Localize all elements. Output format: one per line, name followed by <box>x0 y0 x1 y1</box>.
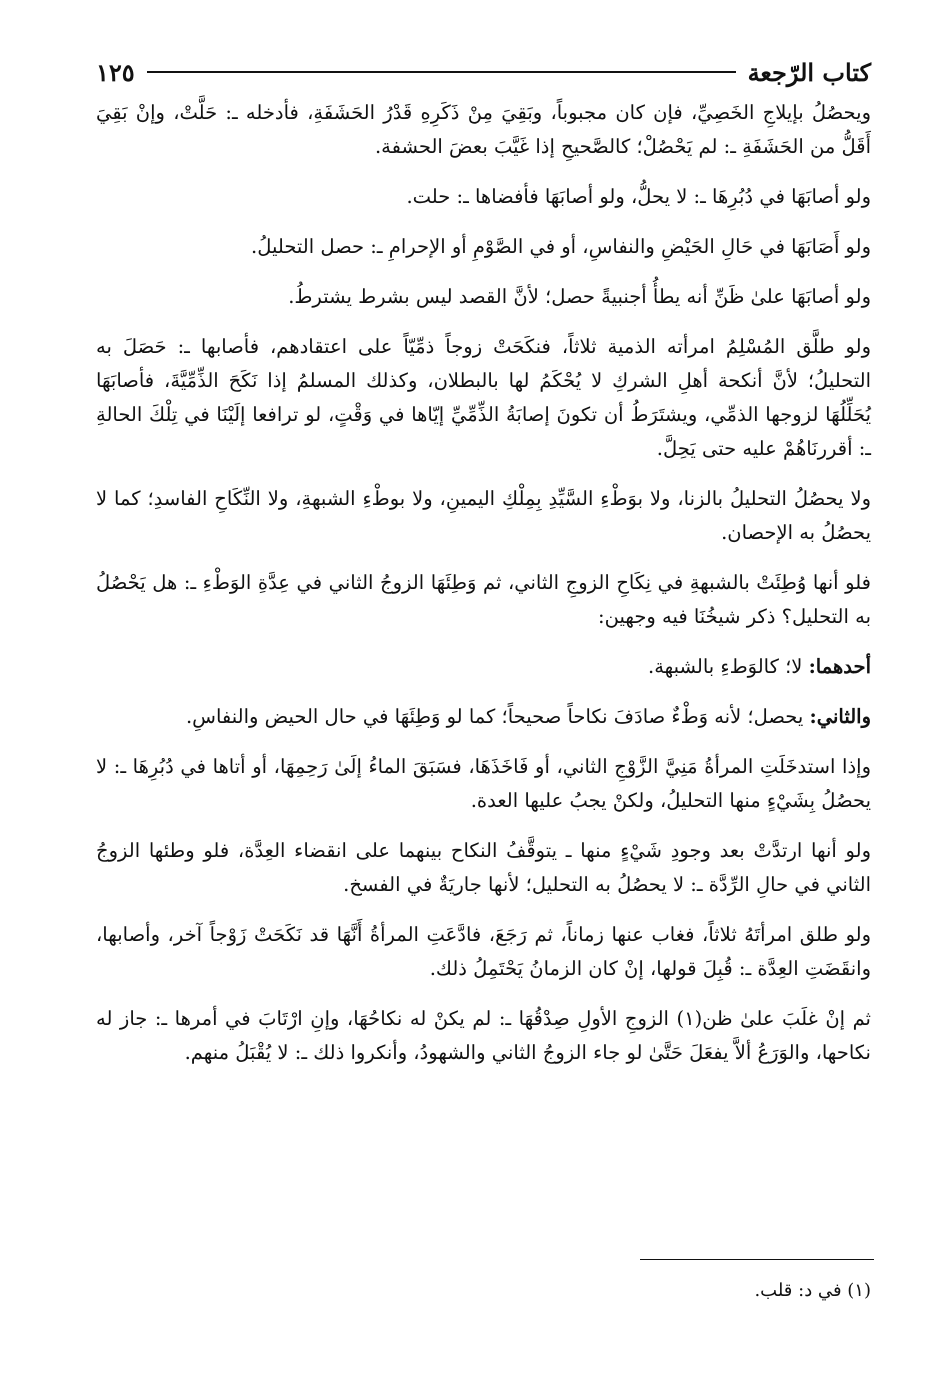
view-label: والثاني: <box>809 705 871 728</box>
view-text: يحصل؛ لأنه وَطْءٌ صادَفَ نكاحاً صحيحاً؛ كما لو وَطِئَهَا في حال الحيض والنفاسِ. <box>185 705 810 728</box>
footnote-separator <box>640 1259 874 1260</box>
view-label: أحدهما: <box>808 655 871 678</box>
paragraph-first-view <box>96 650 871 684</box>
page-number: ١٢٥ <box>96 57 135 87</box>
header-rule <box>147 71 736 73</box>
paragraph: ولو أصابَهَا علىٰ ظَنِّ أنه يطأُ أجنبيةً حصل؛ لأنَّ القصد ليس بشرط يشترطُ. <box>288 285 871 308</box>
paragraph: ولو أنها ارتدَّتْ بعد وجودِ شَيْءٍ منها ـ يتوقَّفُ النكاح بينهما على انقضاء العِدَّة، فلو وطئها الزوجُ الثاني في حالِ الرِّدَّة ـ: لا يحصُلُ به التحليل؛ لأنها جاريَةٌ في الفسخ. <box>96 839 871 896</box>
paragraph: وإذا استدخَلَتِ المرأةُ مَنِيَّ الزَّوْجِ الثاني، أو فَاخَذَهَا، فسَبَقَ الماءُ إلَىٰ رَحِمِهَا، أو أتاها في دُبُرِهَا ـ: لا يحصُلُ بِشَيْءٍ منها التحليلُ، ولكنْ يجبُ عليها العدة. <box>96 755 871 812</box>
paragraph: ولو أصابَهَا في دُبُرِهَا ـ: لا يحلُّ، ولو أصابَهَا فأفضاها ـ: حلت. <box>406 185 871 208</box>
body-text <box>96 96 871 1086</box>
paragraph: ولا يحصُلُ التحليلُ بالزنا، ولا بوَطْءِ السَّيِّدِ بِمِلْكِ اليمينِ، ولا بوطْءِ الشبهةِ، ولا النِّكَاحِ الفاسدِ؛ كما لا يحصُلُ به الإحصان. <box>96 487 871 544</box>
paragraph: ولو طلَّق المُسْلِمُ امرأته الذمية ثلاثاً، فنكَحَتْ زوجاً ذمِّيّاً على اعتقادهم، فأصابها ـ: حَصَلَ به التحليلُ؛ لأنَّ أنكحة أهلِ الشركِ لا يُحْكَمُ لها بالبطلان، وكذلك المسلمُ إذا نَكَحَ الذِّمِّيَّةَ، فأصابَهَا يُحَلِّلُهَا لزوجها الذمِّي، ويشتَرَطُ أن تكونَ إصابَةُ الذِّمِّيِّ إيّاها في وَقْتٍ، لو ترافعا إلَيْنَا في تِلْكَ الحالةِ ـ: أقررنَاهُمْ عليه حتى يَحِلَّ. <box>96 335 871 460</box>
running-title: كتاب الرّجعة <box>747 57 871 87</box>
paragraph: ولو أَصَابَهَا في حَالِ الحَيْضِ والنفاسِ، أو في الصَّوْمِ أو الإحرامِ ـ: حصل التحليلُ. <box>251 235 871 258</box>
paragraph: ولو طلق امرأتَهُ ثلاثاً، فغاب عنها زماناً، ثم رَجَعَ، فادَّعَتِ المرأةُ أَنَّهَا قد نَكَحَتْ زَوْجاً آخر، وأصابها، وانقَضَتِ العِدَّة ـ: قُبِلَ قولها، إنْ كان الزمانُ يَحْتَمِلُ ذلك. <box>96 923 871 980</box>
paragraph-second-view <box>96 700 871 734</box>
page-header <box>96 52 871 92</box>
paragraph: فلو أنها وُطِئَتْ بالشبهةِ في نِكَاحِ الزوجِ الثاني، ثم وَطِئَهَا الزوجُ الثاني في عِدَّةِ الوَطْءِ ـ: هل يَحْصُلُ به التحليل؟ ذكر شيخُنَا فيه وجهين: <box>96 571 871 628</box>
paragraph: ثم إنْ غلَبَ علىٰ ظن(١) الزوجِ الأولِ صِدْقُهَا ـ: لم يكنْ له نكاحُهَا، وإنِ ارْتَابَ في أمرها ـ: جاز له نكاحها، والوَرَعُ ألاَّ يفعَلَ حَتَّىٰ لو جاء الزوجُ الثاني والشهودُ، وأنكروا ذلك ـ: لا يُقْبَلُ منهم. <box>96 1007 871 1064</box>
view-text: لا؛ كالوَطءِ بالشبهة. <box>648 655 809 678</box>
footnote: (١) في د: قلب. <box>754 1280 871 1301</box>
paragraph: ويحصُلُ بإيلاجِ الخَصِيِّ، فإن كان مجبوباً، وبَقِيَ مِنْ ذَكَرِهِ قَدْرُ الحَشَفَةِ، فأدخله ـ: حَلَّتْ، وإنْ بَقِيَ أَقَلُّ من الحَشَفَةِ ـ: لم يَحْصُلْ؛ كالصَّحيحِ إذا غَيَّبَ بعضَ الحشفة. <box>96 101 871 158</box>
